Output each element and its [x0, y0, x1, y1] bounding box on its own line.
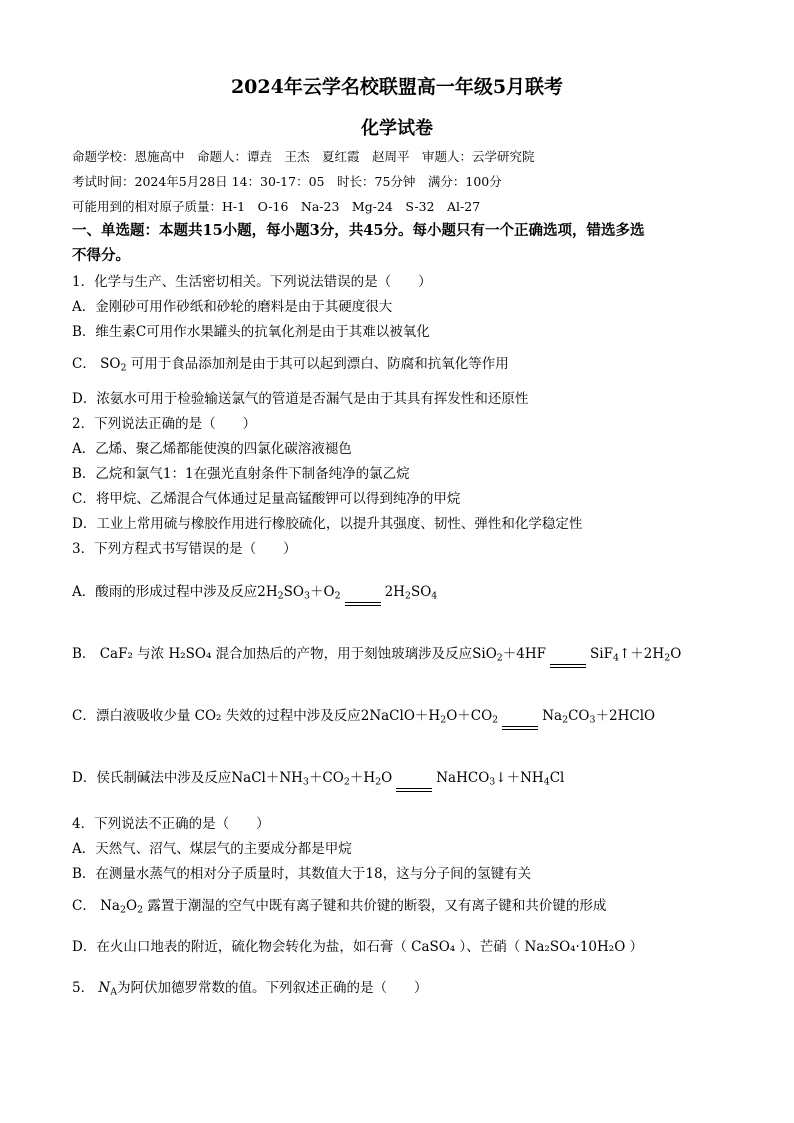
q5-number: 5． [72, 980, 99, 996]
q4-option-c [72, 897, 606, 915]
q1-option-c-post: 可用于食品添加剂是由于其可以起到漂白、防腐和抗氧化等作用 [126, 356, 509, 372]
q2-option-d: D．工业上常用硫与橡胶作用进行橡胶硫化，以提升其强度、韧性、弹性和化学稳定性 [72, 516, 583, 532]
q4-option-c-pre: C． Na [72, 898, 120, 914]
q4-option-c-sub1: 2 [119, 904, 126, 916]
q1-stem: 1．化学与生产、生活密切相关。下列说法错误的是（ ） [72, 274, 432, 290]
q2-option-b: B．乙烷和氯气1：1在强光直射条件下制备纯净的氯乙烷 [72, 466, 410, 482]
q1-option-c-pre: C． SO [72, 356, 121, 372]
section-heading-cont: 不得分。 [72, 247, 130, 264]
q3-option-c-text: C．漂白液吸收少量 CO₂ 失效的过程中涉及反应 [72, 708, 361, 724]
q4-stem: 4．下列说法不正确的是（ ） [72, 816, 270, 832]
avogadro-symbol: N [98, 980, 111, 996]
q3-option-b-text: B． CaF₂ 与浓 H₂SO₄ 混合加热后的产物，用于刻蚀玻璃涉及反应 [72, 646, 473, 662]
q2-stem: 2．下列说法正确的是（ ） [72, 416, 257, 432]
q3-option-d: D．侯氏制碱法中涉及反应$NaCl+NH_3+CO_2+H_2O$ $NaHCO_3↓+NH_4Cl$ [72, 770, 565, 788]
q1-option-b: B．维生素C可用作水果罐头的抗氧化剂是由于其难以被氧化 [72, 324, 430, 340]
q4-option-a: A．天然气、沼气、煤层气的主要成分都是甲烷 [72, 841, 352, 857]
q4-option-c-mid: O [126, 898, 138, 914]
q2-option-a: A．乙烯、聚乙烯都能使溴的四氯化碳溶液褪色 [72, 441, 352, 457]
q4-option-b: B．在测量水蒸气的相对分子质量时，其数值大于18，这与分子间的氢键有关 [72, 866, 532, 882]
q3-option-a: A．酸雨的形成过程中涉及反应$2H_2SO_3+O_2$ $2H_2SO_4$ [72, 584, 438, 602]
q4-option-c-post: 露置于潮湿的空气中既有离子键和共价键的断裂，又有离子键和共价键的形成 [143, 898, 607, 914]
q5-stem [72, 979, 428, 997]
q1-option-a: A．金刚砂可用作砂纸和砂轮的磨料是由于其硬度很大 [72, 299, 393, 315]
meta-authors: 命题学校：恩施高中 命题人：谭垚 王杰 夏红霞 赵周平 审题人：云学研究院 [72, 149, 535, 164]
q2-option-c: C．将甲烷、乙烯混合气体通过足量高锰酸钾可以得到纯净的甲烷 [72, 491, 461, 507]
q3-option-c: C．漂白液吸收少量 CO₂ 失效的过程中涉及反应$2NaClO+H_2O+CO_2$ $Na_2CO_3+2HClO$ [72, 708, 656, 726]
meta-atomic-mass: 可能用到的相对原子质量：H-1 O-16 Na-23 Mg-24 S-32 Al-27 [72, 199, 481, 214]
avogadro-subscript: A [110, 986, 118, 998]
q4-option-d: D．在火山口地表的附近，硫化物会转化为盐，如石膏（ CaSO₄ ）、芒硝（ Na₂SO₄·10H₂O ） [72, 939, 644, 955]
q4-option-c-sub2: 2 [137, 904, 144, 916]
exam-title: 2024年云学名校联盟高一年级5月联考 [230, 76, 564, 98]
q1-option-c-sub: 2 [120, 362, 127, 374]
q3-option-b: B． CaF₂ 与浓 H₂SO₄ 混合加热后的产物，用于刻蚀玻璃涉及反应SiO$_2$＋4HF $SiF_4↑+2H_2O$ [72, 646, 682, 664]
exam-subtitle: 化学试卷 [361, 118, 433, 139]
q3-option-d-text: D．侯氏制碱法中涉及反应 [72, 770, 232, 786]
section-heading: 一、单选题：本题共15小题，每小题3分，共45分。每小题只有一个正确选项，错选多选 [72, 222, 645, 239]
q1-option-c [72, 355, 509, 373]
meta-time: 考试时间：2024年5月28日 14：30-17：05 时长：75分钟 满分：100分 [72, 174, 502, 189]
q3-option-a-text: A．酸雨的形成过程中涉及反应 [72, 584, 258, 600]
q3-stem: 3．下列方程式书写错误的是（ ） [72, 541, 297, 557]
q5-stem-text: 为阿伏加德罗常数的值。下列叙述正确的是（ ） [117, 980, 428, 996]
q1-option-d: D．浓氨水可用于检验输送氯气的管道是否漏气是由于其具有挥发性和还原性 [72, 391, 529, 407]
